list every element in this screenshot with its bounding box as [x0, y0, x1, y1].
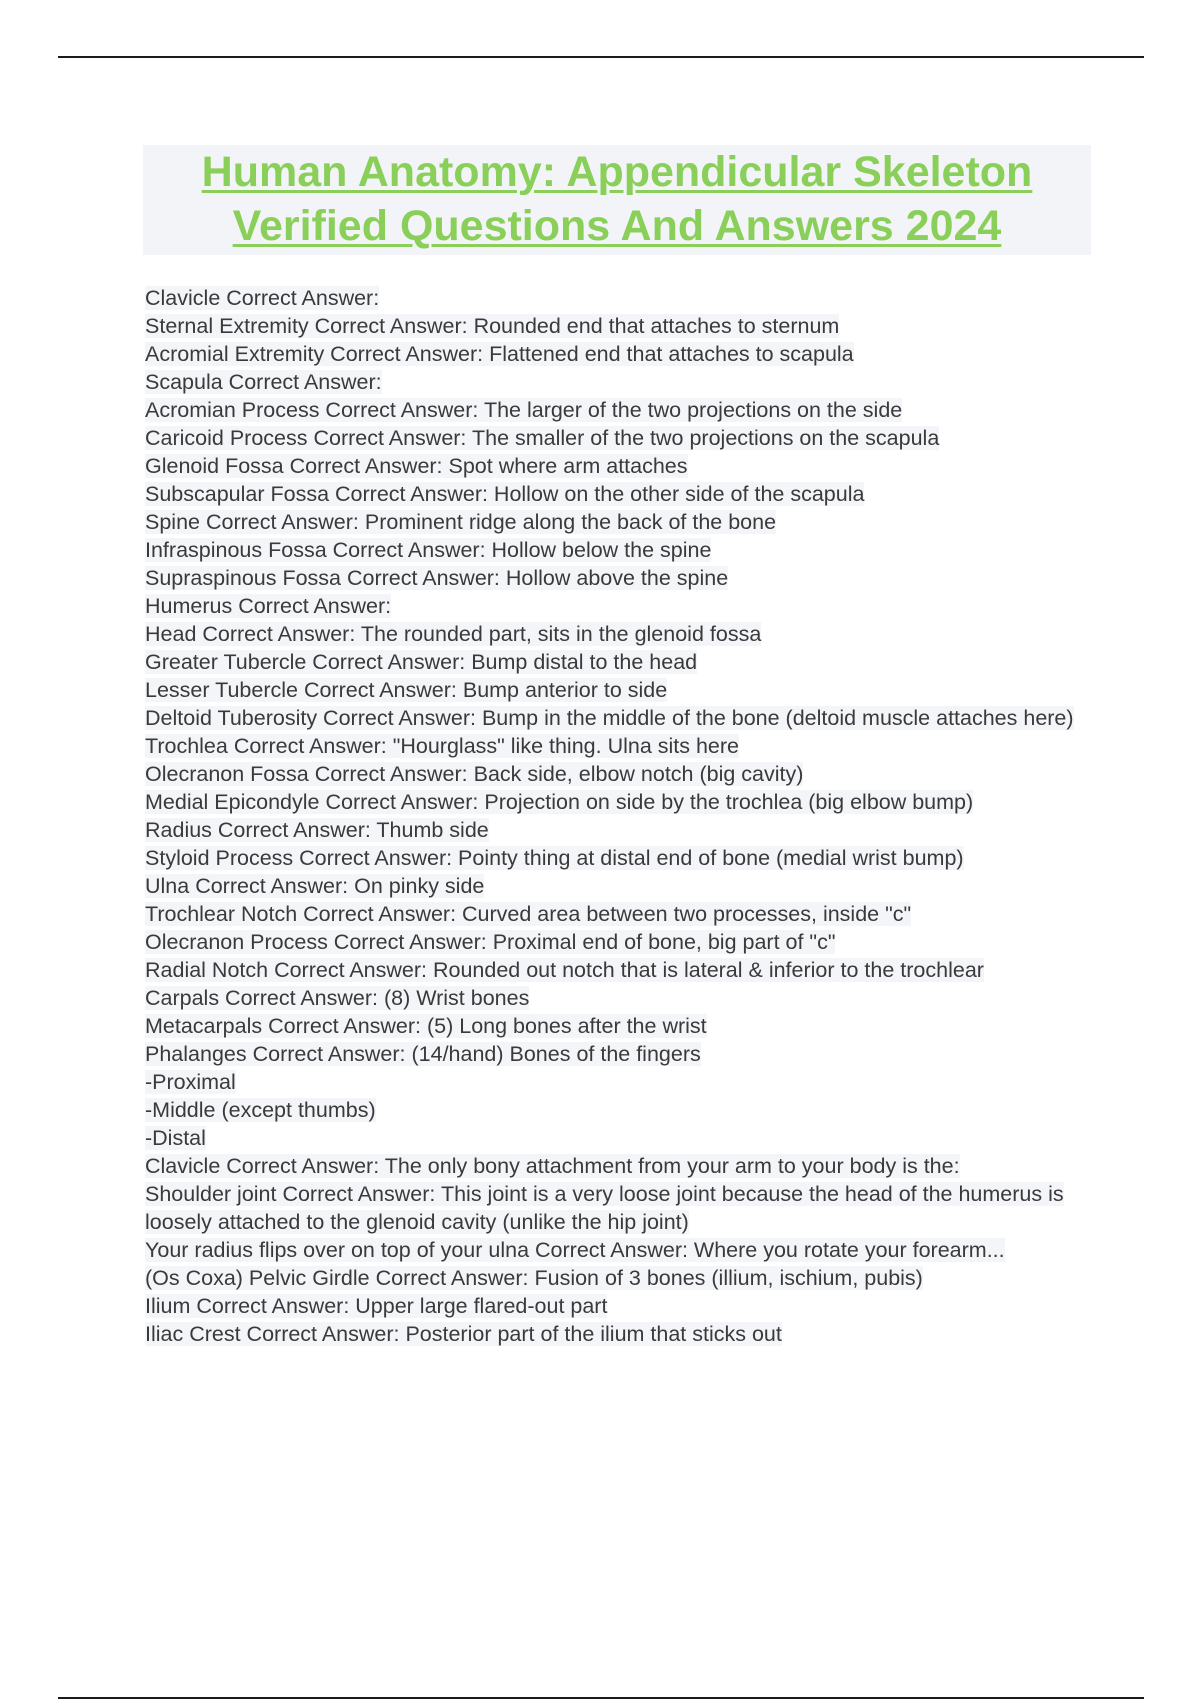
qa-line: Your radius flips over on top of your ulna Correct Answer: Where you rotate your forearm...: [145, 1238, 1005, 1262]
qa-line: Trochlea Correct Answer: "Hourglass" like thing. Ulna sits here: [145, 734, 740, 758]
qa-line: Ilium Correct Answer: Upper large flared-out part: [145, 1294, 608, 1318]
qa-line: Metacarpals Correct Answer: (5) Long bones after the wrist: [145, 1014, 707, 1038]
qa-line: Deltoid Tuberosity Correct Answer: Bump in the middle of the bone (deltoid muscle attaches here): [145, 706, 1074, 730]
qa-line: Olecranon Process Correct Answer: Proximal end of bone, big part of "c": [145, 930, 836, 954]
title-line-2: Verified Questions And Answers 2024: [232, 202, 1002, 250]
qa-line: (Os Coxa) Pelvic Girdle Correct Answer: Fusion of 3 bones (illium, ischium, pubis): [145, 1266, 923, 1290]
qa-line: Supraspinous Fossa Correct Answer: Hollow above the spine: [145, 566, 729, 590]
qa-line: Iliac Crest Correct Answer: Posterior part of the ilium that sticks out: [145, 1322, 782, 1346]
qa-line: Subscapular Fossa Correct Answer: Hollow on the other side of the scapula: [145, 482, 865, 506]
qa-line: Clavicle Correct Answer: The only bony attachment from your arm to your body is the:: [145, 1154, 960, 1178]
qa-line: Greater Tubercle Correct Answer: Bump distal to the head: [145, 650, 698, 674]
bottom-rule: [58, 1697, 1144, 1699]
qa-line: Shoulder joint Correct Answer: This joint is a very loose joint because the head of the humerus is loosely attached to the glenoid cavity (unlike the hip joint): [145, 1182, 1064, 1234]
qa-line: Radial Notch Correct Answer: Rounded out notch that is lateral & inferior to the trochlear: [145, 958, 984, 982]
qa-line: Infraspinous Fossa Correct Answer: Hollow below the spine: [145, 538, 712, 562]
qa-line: Phalanges Correct Answer: (14/hand) Bones of the fingers: [145, 1042, 701, 1066]
qa-line: Caricoid Process Correct Answer: The smaller of the two projections on the scapula: [145, 426, 940, 450]
qa-line: Radius Correct Answer: Thumb side: [145, 818, 489, 842]
qa-line: -Middle (except thumbs): [145, 1098, 376, 1122]
qa-line: Sternal Extremity Correct Answer: Rounded end that attaches to sternum: [145, 314, 840, 338]
qa-line: Olecranon Fossa Correct Answer: Back side, elbow notch (big cavity): [145, 762, 804, 786]
qa-line: Styloid Process Correct Answer: Pointy thing at distal end of bone (medial wrist bump): [145, 846, 964, 870]
qa-line: Head Correct Answer: The rounded part, sits in the glenoid fossa: [145, 622, 762, 646]
qa-line: -Distal: [145, 1126, 206, 1150]
qa-line: Trochlear Notch Correct Answer: Curved area between two processes, inside "c": [145, 902, 912, 926]
qa-line: Spine Correct Answer: Prominent ridge along the back of the bone: [145, 510, 777, 534]
qa-line: Glenoid Fossa Correct Answer: Spot where arm attaches: [145, 454, 688, 478]
qa-line: Acromian Process Correct Answer: The larger of the two projections on the side: [145, 398, 903, 422]
qa-list: [145, 284, 1080, 1348]
top-rule: [58, 56, 1144, 58]
qa-line: Acromial Extremity Correct Answer: Flattened end that attaches to scapula: [145, 342, 854, 366]
qa-line: Clavicle Correct Answer:: [145, 286, 380, 310]
qa-line: Humerus Correct Answer:: [145, 594, 392, 618]
qa-line: Medial Epicondyle Correct Answer: Projection on side by the trochlea (big elbow bump): [145, 790, 974, 814]
qa-line: Lesser Tubercle Correct Answer: Bump anterior to side: [145, 678, 668, 702]
title-line-1: Human Anatomy: Appendicular Skeleton: [201, 148, 1033, 196]
document-title: [143, 145, 1091, 255]
qa-line: -Proximal: [145, 1070, 236, 1094]
qa-line: Scapula Correct Answer:: [145, 370, 382, 394]
qa-line: Carpals Correct Answer: (8) Wrist bones: [145, 986, 530, 1010]
qa-line: Ulna Correct Answer: On pinky side: [145, 874, 485, 898]
